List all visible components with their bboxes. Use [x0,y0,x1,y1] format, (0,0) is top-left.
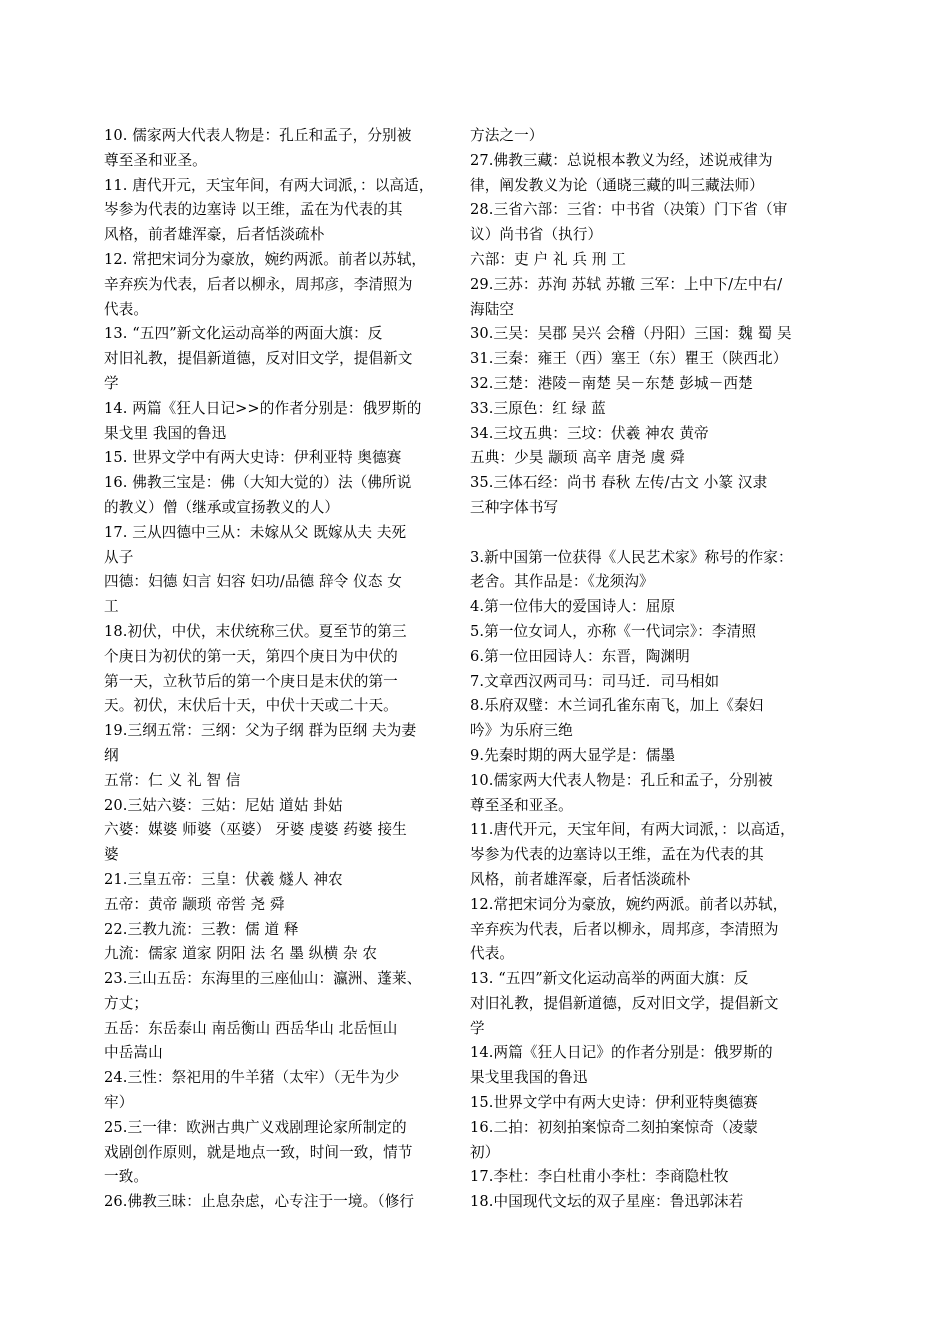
text-line: 14.两篇《狂人日记》的作者分别是：俄罗斯的 [470,1044,773,1062]
text-line: 35.三体石经：尚书 春秋 左传/古文 小篆 汉隶 [470,474,768,492]
text-line: 工 [104,598,119,616]
text-line: 一致。 [104,1168,149,1186]
text-line: 果戈里我国的鲁迅 [470,1069,588,1087]
text-line: 3.新中国第一位获得《人民艺术家》称号的作家： [470,548,793,566]
text-line: 18.中国现代文坛的双子星座：鲁迅郭沫若 [470,1193,744,1211]
text-line: 13. “五四”新文化运动高举的两面大旗：反 [104,325,383,343]
text-line: 15.世界文学中有两大史诗：伊利亚特奥德赛 [470,1094,758,1112]
text-line: 对旧礼教，提倡新道德，反对旧文学，提倡新文 [104,350,413,368]
text-line: 风格，前者雄浑豪，后者恬淡疏朴 [104,226,325,244]
text-line: 学 [104,374,119,392]
text-line: 岑参为代表的边塞诗以王维，孟在为代表的其 [470,846,764,864]
text-line: 风格，前者雄浑豪，后者恬淡疏朴 [470,870,691,888]
text-line: 14. 两篇《狂人日记>>的作者分别是：俄罗斯的 [104,399,422,417]
text-line: 第一天，立秋节后的第一个庚日是末伏的第一 [104,672,398,690]
section-gap [470,521,806,546]
text-line: 三种字体书写 [470,498,559,516]
text-line: 9.先秦时期的两大显学是：儒墨 [470,746,676,764]
text-line: 31.三秦：雍王（西）塞王（东）瞿王（陕西北） [470,350,788,368]
text-line: 13. “五四”新文化运动高举的两面大旗：反 [470,970,749,988]
text-line: 婆 [104,846,119,864]
text-line: 代表。 [470,945,515,963]
text-line: 戏剧创作原则，就是地点一致，时间一致，情节 [104,1143,413,1161]
text-line: 初） [470,1143,500,1161]
text-line: 九流：儒家 道家 阴阳 法 名 墨 纵横 杂 农 [104,945,378,963]
text-line: 10.儒家两大代表人物是：孔丘和孟子，分别被 [470,771,773,789]
text-line: 6.第一位田园诗人：东晋，陶渊明 [470,647,690,665]
text-line: 四德：妇德 妇言 妇容 妇功/品德 辞令 仪态 女 [104,573,402,591]
text-line: 律，阐发教义为论（通晓三藏的叫三藏法师） [470,176,764,194]
text-line: 17.李杜：李白杜甫小李杜：李商隐杜牧 [470,1168,729,1186]
text-line: 的教义）僧（继承或宣扬教义的人） [104,498,340,516]
text-line: 30.三吴：吴郡 吴兴 会稽（丹阳）三国：魏 蜀 吴 [470,325,792,343]
text-line: 学 [470,1019,485,1037]
right-column-section-a [470,124,806,521]
text-line: 7.文章西汉两司马：司马迁．司马相如 [470,672,720,690]
text-line: 辛弃疾为代表，后者以柳永，周邦彦，李清照为 [104,275,413,293]
text-line: 方法之一） [470,127,544,144]
text-line: 18.初伏，中伏，末伏统称三伏。夏至节的第三 [104,622,407,640]
text-line: 16. 佛教三宝是：佛（大知大觉的）法（佛所说 [104,474,412,492]
text-line: 对旧礼教，提倡新道德，反对旧文学，提倡新文 [470,994,779,1012]
text-line: 方丈； [104,994,149,1012]
text-line: 16.二拍：初刻拍案惊奇二刻拍案惊奇（凌蒙 [470,1118,758,1136]
text-line: 32.三楚：港陵－南楚 吴－东楚 彭城－西楚 [470,374,753,392]
text-line: 29.三苏：苏洵 苏轼 苏辙 三军：上中下/左中右/ [470,275,783,293]
text-line: 海陆空 [470,300,515,318]
text-line: 五典：少昊 颛顼 高辛 唐尧 虞 舜 [470,449,685,467]
text-line: 21.三皇五帝：三皇：伏羲 燧人 神农 [104,870,343,888]
text-line: 27.佛教三藏：总说根本教义为经，述说戒律为 [470,151,773,169]
right-column [470,124,806,1215]
text-line: 果戈里 我国的鲁迅 [104,424,227,442]
text-line: 26.佛教三昧：止息杂虑，心专注于一境。（修行 [104,1193,415,1211]
text-line: 纲 [104,746,119,764]
text-line: 34.三坟五典：三坟：伏羲 神农 黄帝 [470,424,709,442]
right-column-section-b [470,546,806,1216]
text-line: 辛弃疾为代表，后者以柳永，周邦彦，李清照为 [470,920,779,938]
text-line: 五岳：东岳泰山 南岳衡山 西岳华山 北岳恒山 [104,1019,398,1037]
text-line: 代表。 [104,300,149,318]
text-line: 11. 唐代开元，天宝年间，有两大词派，：以高适， [104,176,434,194]
text-line: 五帝：黄帝 颛琐 帝喾 尧 舜 [104,895,285,913]
text-line: 10. 儒家两大代表人物是：孔丘和孟子，分别被 [104,127,412,144]
text-line: 23.三山五岳：东海里的三座仙山：瀛洲、蓬莱、 [104,970,422,988]
text-line: 12.常把宋词分为豪放，婉约两派。前者以苏轼， [470,895,788,913]
text-line: 六部：吏 户 礼 兵 刑 工 [470,250,626,268]
text-line: 17. 三从四德中三从：未嫁从父 既嫁从夫 夫死 [104,523,407,541]
text-line: 24.三性：祭祀用的牛羊猪（太牢）（无牛为少 [104,1069,400,1087]
text-line: 从子 [104,548,134,566]
text-line: 五常：仁 义 礼 智 信 [104,771,241,789]
text-line: 岑参为代表的边塞诗 以王维，孟在为代表的其 [104,201,403,219]
text-line: 老舍。其作品是：《龙须沟》 [470,573,654,591]
text-line: 天。初伏，末伏后十天，中伏十天或二十天。 [104,697,398,715]
text-line: 4.第一位伟大的爱国诗人：屈原 [470,598,676,616]
text-line: 六婆：媒婆 师婆（巫婆） 牙婆 虔婆 药婆 接生 [104,821,407,839]
text-line: 22.三教九流：三教：儒 道 释 [104,920,299,938]
text-line: 尊至圣和亚圣。 [470,796,573,814]
text-line: 尊至圣和亚圣。 [104,151,207,169]
text-line: 19.三纲五常：三纲：父为子纲 群为臣纲 夫为妻 [104,722,417,740]
left-column [104,124,440,1215]
text-line: 20.三姑六婆：三姑：尼姑 道姑 卦姑 [104,796,343,814]
text-line: 12. 常把宋词分为豪放，婉约两派。前者以苏轼， [104,250,427,268]
text-line: 33.三原色：红 绿 蓝 [470,399,606,417]
text-line: 中岳嵩山 [104,1044,163,1062]
text-line: 个庚日为初伏的第一天，第四个庚日为中伏的 [104,647,398,665]
text-line: 15. 世界文学中有两大史诗：伊利亚特 奥德赛 [104,449,402,467]
text-line: 11.唐代开元，天宝年间，有两大词派，：以高适， [470,821,795,839]
text-line: 25.三一律：欧洲古典广义戏剧理论家所制定的 [104,1118,407,1136]
text-line: 吟》为乐府三绝 [470,722,573,740]
text-line: 议）尚书省（执行） [470,226,603,244]
text-line: 8.乐府双璧：木兰词孔雀东南飞，加上《秦妇 [470,697,764,715]
text-line: 28.三省六部：三省：中书省（决策）门下省（审 [470,201,788,219]
text-line: 牢） [104,1094,134,1112]
text-line: 5.第一位女词人，亦称《一代词宗》：李清照 [470,622,757,640]
